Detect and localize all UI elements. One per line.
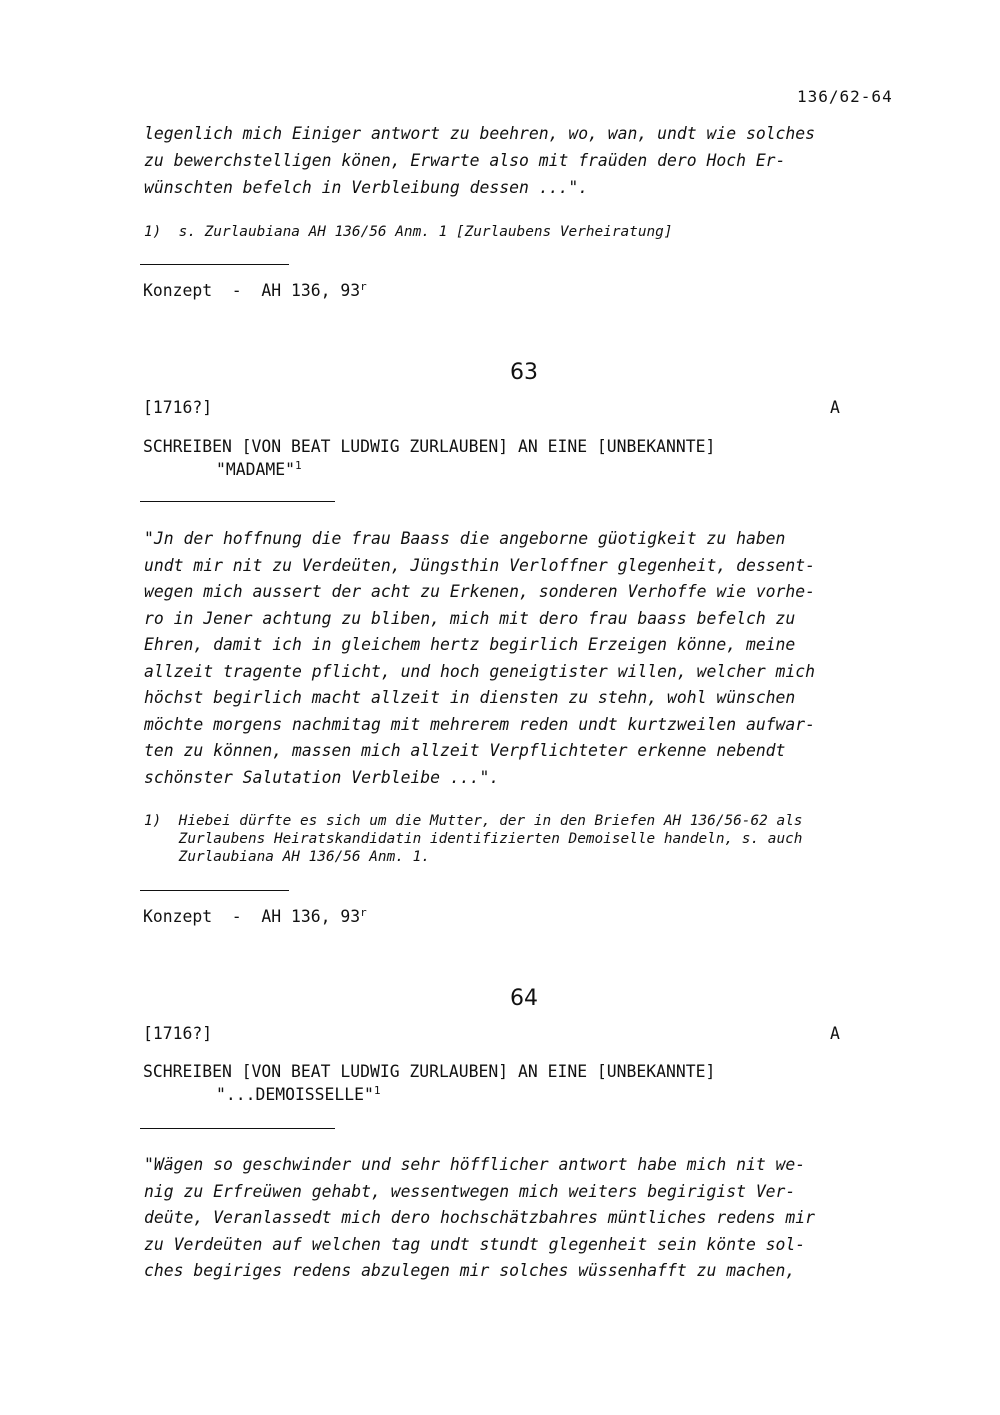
continuation-line: zu bewerchstelligen könen, Erwarte also mit fraüden dero Hoch Er- <box>144 151 786 170</box>
letter-title: SCHREIBEN [VON BEAT LUDWIG ZURLAUBEN] AN EINE [UNBEKANNTE] <box>143 1062 716 1081</box>
source-reference <box>143 281 367 300</box>
source-superscript: r <box>360 280 367 293</box>
body-line: nig zu Erfreüwen gehabt, wessentwegen mich weiters begirigist Ver- <box>144 1182 796 1201</box>
letter-addressee <box>216 460 302 479</box>
body-line: deüte, Veranlassedt mich dero hochschätzbahres müntliches redens mir <box>144 1208 816 1227</box>
footnote: 1) s. Zurlaubiana AH 136/56 Anm. 1 [Zurlaubens Verheiratung] <box>144 224 673 240</box>
addressee-label: "MADAME" <box>216 460 295 479</box>
separator-rule <box>140 501 335 502</box>
source-label: Konzept - AH 136, 93 <box>143 281 361 300</box>
body-line: zu Verdeüten auf welchen tag undt stundt glegenheit sein könte sol- <box>144 1235 806 1254</box>
letter-number: 64 <box>510 986 538 1011</box>
body-line: höchst begirlich macht allzeit in diensten zu stehn, wohl wünschen <box>144 688 796 707</box>
body-line: ro in Jener achtung zu bliben, mich mit dero frau baass befelch zu <box>144 609 796 628</box>
addressee-label: "...DEMOISSELLE" <box>216 1085 374 1104</box>
source-reference <box>143 907 367 926</box>
footnote: Zurlaubiana AH 136/56 Anm. 1. <box>144 849 430 865</box>
continuation-line: legenlich mich Einiger antwort zu beehren, wo, wan, undt wie solches <box>144 124 816 143</box>
body-line: ten zu können, massen mich allzeit Verpflichteter erkenne nebendt <box>144 741 786 760</box>
separator-rule <box>140 264 289 265</box>
letter-mark: A <box>830 398 840 417</box>
separator-rule <box>140 890 289 891</box>
body-line: Ehren, damit ich in gleichem hertz begirlich Erzeigen könne, meine <box>144 635 796 654</box>
page-reference: 136/62-64 <box>797 87 893 106</box>
footnote: Zurlaubens Heiratskandidatin identifizierten Demoiselle handeln, s. auch <box>144 831 803 847</box>
body-line: schönster Salutation Verbleibe ...". <box>144 768 500 787</box>
letter-date: [1716?] <box>143 1024 213 1043</box>
footnote-marker: 1 <box>373 1084 381 1097</box>
letter-number: 63 <box>510 360 538 385</box>
body-line: möchte morgens nachmitag mit mehrerem reden undt kurtzweilen aufwar- <box>144 715 816 734</box>
letter-title: SCHREIBEN [VON BEAT LUDWIG ZURLAUBEN] AN EINE [UNBEKANNTE] <box>143 437 716 456</box>
footnote: 1) Hiebei dürfte es sich um die Mutter, der in den Briefen AH 136/56-62 als <box>144 813 803 829</box>
body-line: allzeit tragente pflicht, und hoch geneigtister willen, welcher mich <box>144 662 816 681</box>
continuation-line: wünschten befelch in Verbleibung dessen ...". <box>144 178 589 197</box>
separator-rule <box>140 1128 335 1129</box>
source-superscript: r <box>360 906 367 919</box>
body-line: ches begiriges redens abzulegen mir solches wüssenhafft zu machen, <box>144 1261 796 1280</box>
body-line: wegen mich aussert der acht zu Erkenen, sonderen Verhoffe wie vorhe- <box>144 582 816 601</box>
letter-addressee <box>216 1085 381 1104</box>
source-label: Konzept - AH 136, 93 <box>143 907 361 926</box>
body-line: "Wägen so geschwinder und sehr höfflicher antwort habe mich nit we- <box>144 1155 806 1174</box>
body-line: "Jn der hoffnung die frau Baass die angeborne güotigkeit zu haben <box>144 529 786 548</box>
letter-date: [1716?] <box>143 398 213 417</box>
body-line: undt mir nit zu Verdeüten, Jüngsthin Verloffner glegenheit, dessent- <box>144 556 816 575</box>
footnote-marker: 1 <box>294 459 302 472</box>
letter-mark: A <box>830 1024 840 1043</box>
